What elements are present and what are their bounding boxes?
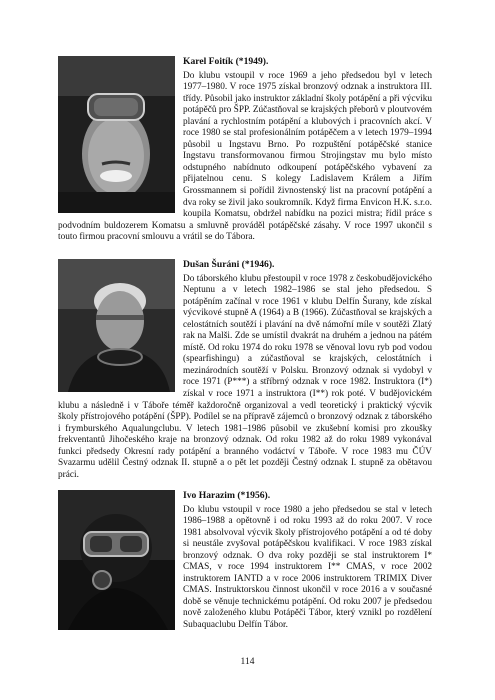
photo-svg-1: [58, 56, 175, 213]
diver-underwater-photo: [58, 490, 175, 630]
bio-name: Ivo Harazim (*1956).: [183, 490, 271, 501]
bio-dusan-surani: [58, 259, 432, 481]
photo-svg-3: [58, 490, 175, 630]
bio-text: Do táborského klubu přestoupil v roce 1978 z českobudějovického Neptunu a v letech 1982–1986 se stal jeho předsedou. S potápěním začínal v roce 1961 v klubu Delfín Šurany, kde získal výcvikové stupně A (1964) a B (1966). Zúčastňoval se krajských a celostátních soutěží i plavání na dvě námořní míle v soutěži Zlatý rak na Malši. Zde se umístil dvakrát na druhém a jednou na pátém místě. Od roku 1974 do roku 1978 se věnoval lovu ryb pod vodou (spearfishingu) a zúčastňoval se krajských, celostátních i mezinárodních soutěží v Polsku. Bronzový odznak si vydobyl v roce 1971 (P***) a stříbrný odznak v roce 1982. Instruktora (I*) získal v roce 1971 a instruktora (I**) rok poté. V budějovickém klubu a následně i v Táboře téměř každoročně organizoval a vedl teoretický i praktický výcvik školy přístrojového potápění (ŠPP). Podílel se na přípravě zájemců o bronzový odznak z táborského i frymburského Aqualungclubu. V letech 1981–1986 působil ve zkušební komisi pro zkoušky frekventantů Jihočeského kraje na bronzový odznak. Od roku 1982 až do roku 1989 vykonával funkci předsedy Okresní rady potápění a branného vodáctví v Táboře. V roce 1983 mu ČÚV Svazarmu udělil Čestný odznak II. stupně a o pět let později Čestný odznak I. stupně za obětavou práci.: [58, 273, 432, 480]
diver-portrait-drysuit-photo: [58, 259, 175, 392]
diver-portrait-mask-photo: [58, 56, 175, 213]
bio-text: Do klubu vstoupil v roce 1969 a jeho předsedou byl v letech 1977–1980. V roce 1975 získal bronzový odznak a instruktora III. třídy. Působil jako instruktor základní školy potápění a při výcviku potápěčů pro ŠPP. Zúčastňoval se krajských přeborů v ploutvovém plavání a rychlostním potápění a klubových i pracovních akcí. V roce 1980 se stal profesionálním potápěčem a v letech 1979–1994 působil u Ingstavu Brno. Po rozpuštění potápěčské stanice Ingstavu transformovanou firmou Strojingstav mu bylo místo odstupného nabídnuto odkoupení potápěčského vybavení za přijatelnou cenu. S kolegy Ladislavem Králem a Jiřím Grossmannem si pořídil živnostenský list na pracovní potápění a dva roky se živil jako soukromník. Když firma Envicon H.K. s.r.o. koupila Komatsu, obdržel nabídku na pozici mistra; řídil práce s podvodním buldozerem Komatsu a smluvně prováděl potápěčské zásahy. V roce 1997 ukončil s touto firmou pracovní smlouvu a vrátil se do Tábora.: [58, 70, 432, 243]
page-number: 114: [240, 657, 255, 667]
bio-ivo-harazim: [58, 490, 432, 632]
bio-text: Do klubu vstoupil v roce 1980 a jeho předsedou se stal v letech 1986–1988 a opětovně i od roku 1993 až do roku 2007. V roce 1981 absolvoval výcvik školy přístrojového potápění a od té doby si neustále zvyšoval potápěčskou kvalifikaci. V roce 1983 získal bronzový odznak. O dva roky později se stal instruktorem I* CMAS, v roce 1994 instruktorem I** CMAS, v roce 2002 instruktorem IANTD a v roce 2006 instruktorem TRIMIX Diver CMAS. Instruktorskou činnost ukončil v roce 2016 a v současné době se věnuje technickému potápění. Od roku 2007 je předsedou nově založeného klubu Potápěči Tábor, který vznikl po rozdělení Subaquaclubu Delfín Tábor.: [183, 504, 432, 631]
bio-karel-foitik: [58, 56, 432, 244]
bio-name: Karel Foitík (*1949).: [183, 56, 269, 67]
bio-name: Dušan Šuráni (*1946).: [183, 259, 275, 270]
photo-svg-2: [58, 259, 175, 392]
